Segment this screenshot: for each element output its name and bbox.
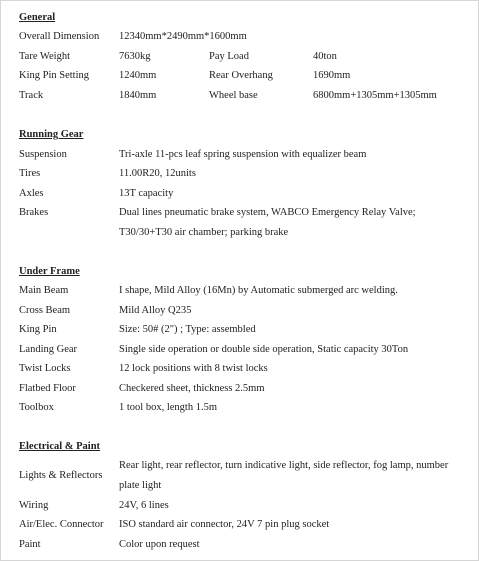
value-brakes-line2: T30/30+T30 air chamber; parking brake [119, 227, 289, 238]
label-paint: Paint [19, 539, 41, 550]
label-toolbox: Toolbox [19, 402, 54, 413]
label-king-pin: King Pin [19, 324, 57, 335]
value-lights-reflectors: Rear light, rear reflector, turn indicative light, side reflector, fog lamp, number plate light [119, 460, 449, 491]
value-rear-overhang: 1690mm [313, 70, 351, 81]
label-twist-locks: Twist Locks [19, 363, 71, 374]
label-suspension: Suspension [19, 149, 67, 160]
label-landing-gear: Landing Gear [19, 344, 78, 355]
label-tires: Tires [19, 168, 41, 179]
value-pay-load: 40ton [313, 51, 337, 62]
section-title-electrical-paint: Electrical & Paint [19, 441, 101, 452]
label-overall-dimension: Overall Dimension [19, 31, 100, 42]
label-king-pin-setting: King Pin Setting [19, 70, 90, 81]
value-king-pin: Size: 50# (2") ; Type: assembled [119, 324, 256, 335]
label-tare-weight: Tare Weight [19, 51, 70, 62]
value-brakes-line1: Dual lines pneumatic brake system, WABCO Emergency Relay Valve; [119, 207, 416, 218]
value-tare-weight: 7630kg [119, 51, 151, 62]
label-wiring: Wiring [19, 500, 49, 511]
value-cross-beam: Mild Alloy Q235 [119, 305, 192, 316]
value-twist-locks: 12 lock positions with 8 twist locks [119, 363, 268, 374]
label-axles: Axles [19, 188, 44, 199]
label-lights-reflectors: Lights & Reflectors [19, 470, 103, 481]
section-title-running-gear: Running Gear [19, 129, 84, 140]
label-brakes: Brakes [19, 207, 49, 218]
value-paint: Color upon request [119, 539, 200, 550]
value-overall-dimension: 12340mm*2490mm*1600mm [119, 31, 247, 42]
value-air-elec-connector: ISO standard air connector, 24V 7 pin plug socket [119, 519, 330, 530]
label-cross-beam: Cross Beam [19, 305, 71, 316]
value-landing-gear: Single side operation or double side operation, Static capacity 30Ton [119, 344, 409, 355]
label-main-beam: Main Beam [19, 285, 69, 296]
label-pay-load: Pay Load [209, 51, 249, 62]
value-king-pin-setting: 1240mm [119, 70, 157, 81]
value-main-beam: I shape, Mild Alloy (16Mn) by Automatic submerged arc welding. [119, 285, 398, 296]
value-flatbed-floor: Checkered sheet, thickness 2.5mm [119, 383, 265, 394]
value-suspension: Tri-axle 11-pcs leaf spring suspension with equalizer beam [119, 149, 367, 160]
label-track: Track [19, 90, 44, 101]
value-track: 1840mm [119, 90, 157, 101]
value-wheel-base: 6800mm+1305mm+1305mm [313, 90, 437, 101]
value-axles: 13T capacity [119, 188, 174, 199]
label-wheel-base: Wheel base [209, 90, 258, 101]
label-flatbed-floor: Flatbed Floor [19, 383, 76, 394]
label-rear-overhang: Rear Overhang [209, 70, 273, 81]
section-title-general: General [19, 12, 56, 23]
label-air-elec-connector: Air/Elec. Connector [19, 519, 104, 530]
value-wiring: 24V, 6 lines [119, 500, 169, 511]
value-tires: 11.00R20, 12units [119, 168, 196, 179]
value-toolbox: 1 tool box, length 1.5m [119, 402, 217, 413]
section-title-under-frame: Under Frame [19, 266, 80, 277]
